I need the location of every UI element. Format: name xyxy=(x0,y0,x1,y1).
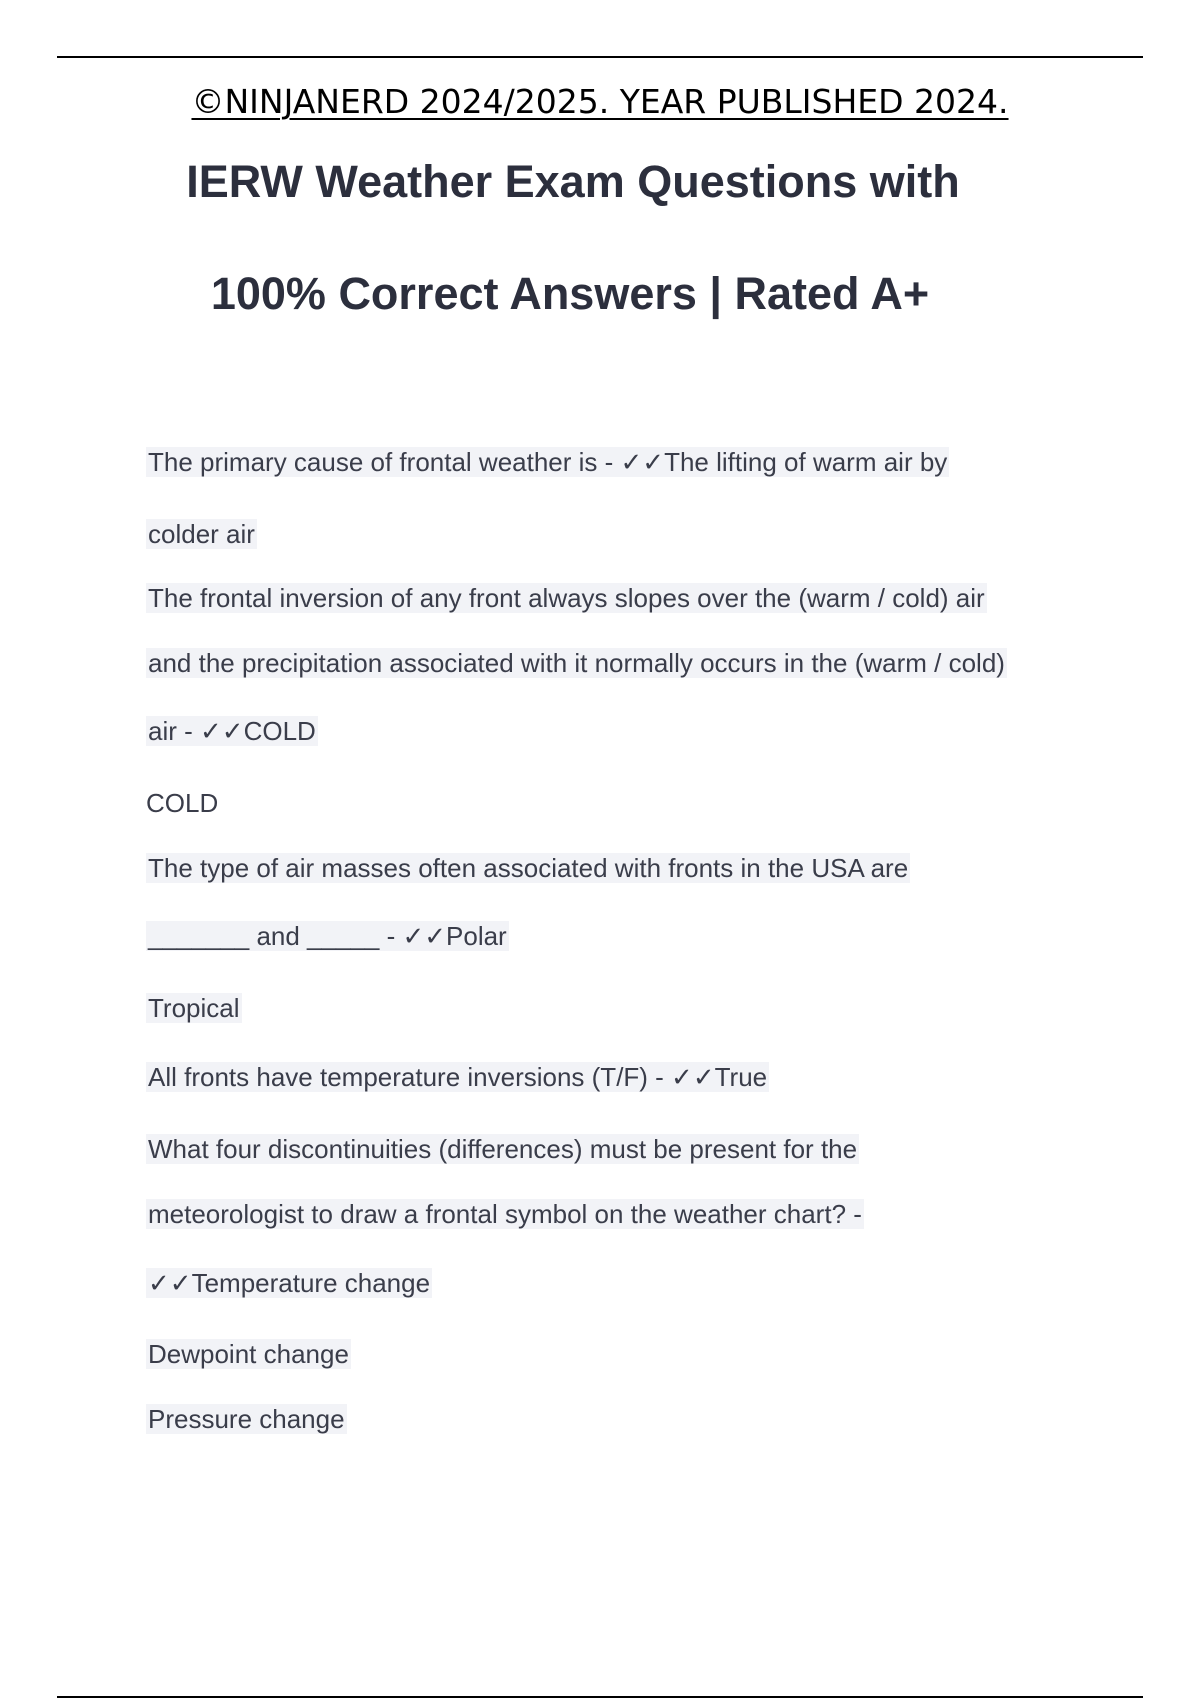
qa-line: meteorologist to draw a frontal symbol on the weather chart? - xyxy=(148,1199,862,1229)
qa-line: and the precipitation associated with it normally occurs in the (warm / cold) xyxy=(148,648,1005,678)
top-divider xyxy=(57,56,1143,58)
qa-line: air - ✓✓COLD xyxy=(148,716,316,746)
qa-line: Dewpoint change xyxy=(148,1339,349,1369)
qa-line: The frontal inversion of any front always slopes over the (warm / cold) air xyxy=(148,583,985,613)
qa-line: colder air xyxy=(148,519,255,549)
qa-line: All fronts have temperature inversions (T/F) - ✓✓True xyxy=(148,1062,768,1092)
qa-line: Tropical xyxy=(148,993,240,1023)
qa-line: What four discontinuities (differences) must be present for the xyxy=(148,1134,858,1164)
qa-line: Pressure change xyxy=(148,1404,345,1434)
qa-line: The type of air masses often associated with fronts in the USA are xyxy=(148,853,909,883)
copyright-text: ©NINJANERD 2024/2025. YEAR PUBLISHED 2024. xyxy=(191,82,1009,121)
qa-line: COLD xyxy=(146,788,219,818)
bottom-divider xyxy=(57,1696,1143,1698)
qa-line: The primary cause of frontal weather is - ✓✓The lifting of warm air by xyxy=(148,447,948,477)
qa-line: ✓✓Temperature change xyxy=(148,1268,431,1298)
copyright-header xyxy=(0,78,1200,126)
document-title-line-1: IERW Weather Exam Questions with xyxy=(186,156,960,207)
document-title-line-2: 100% Correct Answers | Rated A+ xyxy=(210,268,930,319)
qa-line: _______ and _____ - ✓✓Polar xyxy=(148,921,507,951)
